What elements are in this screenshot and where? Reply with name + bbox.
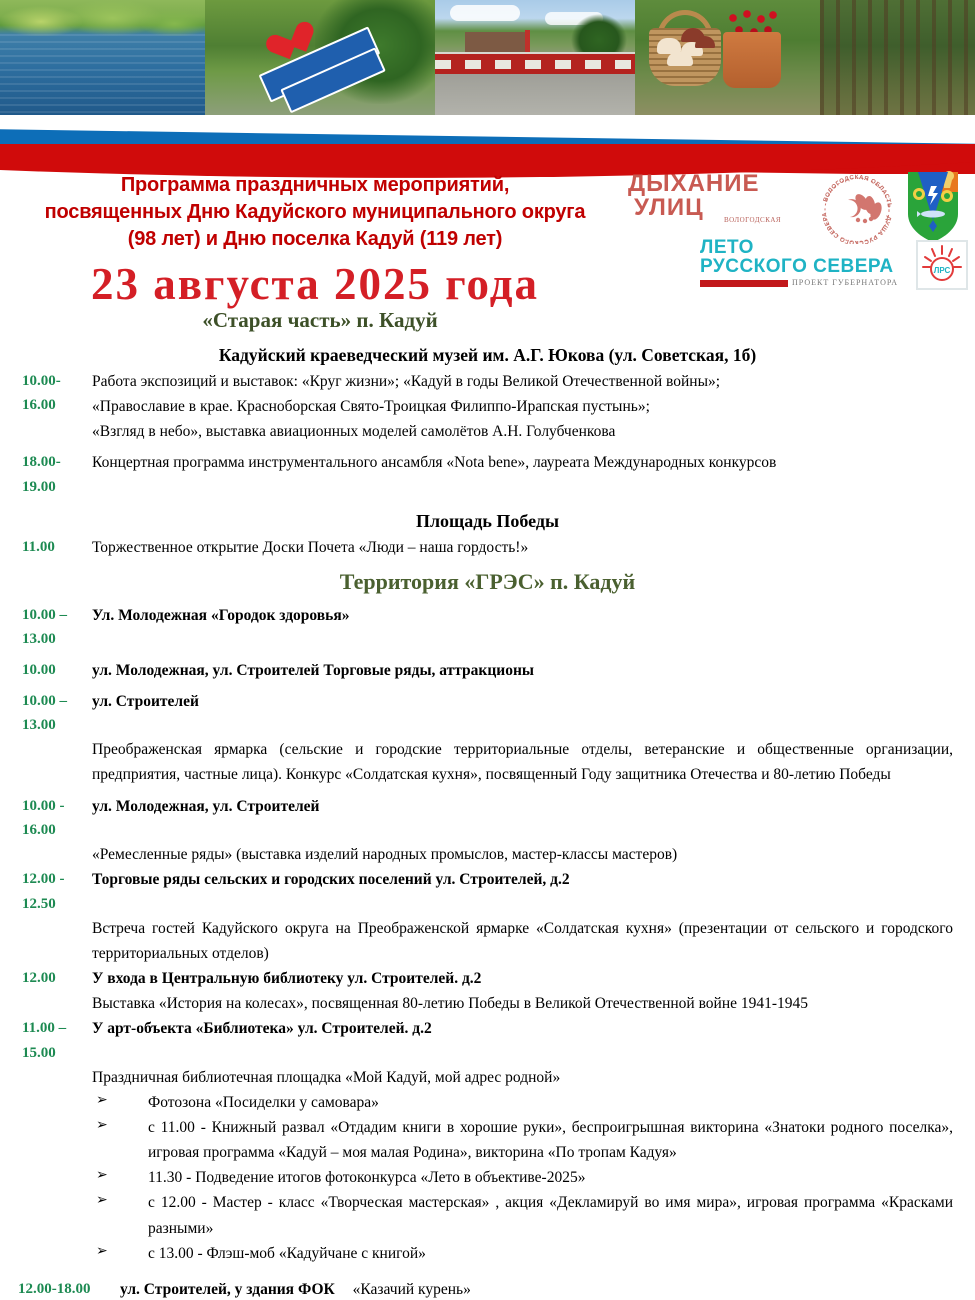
row-description bbox=[120, 1277, 975, 1300]
row-time-spacer bbox=[0, 842, 92, 866]
row-time: 11.00 bbox=[22, 538, 55, 555]
program-row bbox=[0, 1016, 975, 1065]
list-item-text: 11.30 - Подведение итогов фотоконкурса «Лето в объективе-2025» bbox=[148, 1169, 586, 1187]
list-item-text: с 13.00 - Флэш-моб «Кадуйчане с книгой» bbox=[148, 1244, 426, 1262]
arrow-bullet-icon: ➢ bbox=[96, 1092, 108, 1108]
program-row-detail bbox=[0, 737, 975, 787]
list-item-text: с 11.00 - Книжный развал «Отдадим книги в хорошие руки», беспроигрышная викторина «Знатоки родного поселка», игровая программа «Кадуй – моя малая Родина», викторина «По тропам Кадуя» bbox=[148, 1119, 953, 1162]
red-fence-street-photo bbox=[435, 0, 635, 115]
title-line-1: Программа праздничных мероприятий, bbox=[120, 174, 510, 196]
row-time: 12.00 - 12.50 bbox=[22, 871, 65, 912]
row-venue: ул. Молодежная, ул. Строителей bbox=[92, 797, 320, 815]
row-description: Праздничная библиотечная площадка «Мой Кадуй, мой адрес родной» bbox=[92, 1068, 561, 1086]
event-date: 23 августа 2025 года bbox=[90, 259, 539, 310]
poster-title-block bbox=[0, 172, 630, 309]
row-time-spacer bbox=[0, 991, 92, 1015]
header-photo-strip bbox=[0, 0, 975, 115]
kaduy-coat-of-arms-icon bbox=[906, 170, 960, 244]
row-description: Преображенская ярмарка (сельские и городские территориальные отделы, ветеранские и общественные организации, предприятия, частные лица). Конкурс «Солдатская кухня», посвященный Году защитника Отечества и 80-летию Победы bbox=[92, 741, 953, 784]
program-row bbox=[0, 794, 975, 843]
row-venue: Торговые ряды сельских и городских поселений ул. Строителей, д.2 bbox=[92, 871, 570, 889]
program-body bbox=[0, 344, 975, 1300]
row-description: Встреча гостей Кадуйского округа на Преображенской ярмарке «Солдатская кухня» (презентации от сельского и городского территориальных отделов) bbox=[92, 919, 953, 962]
row-time: 12.00 bbox=[22, 970, 56, 987]
program-row bbox=[0, 966, 975, 991]
row-time-spacer bbox=[0, 1065, 92, 1089]
row-time: 10.00 – 13.00 bbox=[22, 607, 67, 648]
list-item bbox=[0, 1241, 975, 1266]
row-venue: ул. Строителей bbox=[92, 692, 199, 710]
program-row bbox=[0, 450, 975, 499]
row-time-spacer bbox=[0, 737, 92, 761]
row-venue: У входа в Центральную библиотеку ул. Строителей. д.2 bbox=[92, 970, 482, 988]
program-row bbox=[0, 658, 975, 683]
row-line: Работа экспозиций и выставок: «Круг жизни»; «Кадуй в годы Великой Отечественной войны»; bbox=[92, 373, 721, 390]
program-row bbox=[0, 535, 975, 560]
section-heading-museum: Кадуйский краеведческий музей им. А.Г. Юкова (ул. Советская, 1б) bbox=[218, 345, 757, 365]
row-line: «Взгляд в небо», выставка авиационных моделей самолётов А.Н. Голубченкова bbox=[92, 423, 616, 441]
list-item bbox=[0, 1165, 975, 1190]
list-item-text: Фотозона «Посиделки у самовара» bbox=[148, 1093, 379, 1111]
section-heading-gres: Территория «ГРЭС» п. Кадуй bbox=[339, 569, 636, 595]
row-description bbox=[92, 369, 975, 444]
dyhanie-ulic-logo bbox=[628, 172, 808, 234]
section-heading-victory-square: Площадь Победы bbox=[415, 510, 560, 531]
svg-text:ВОЛОГОДСКАЯ ОБЛАСТЬ: ВОЛОГОДСКАЯ ОБЛАСТЬ bbox=[822, 173, 893, 209]
final-row-venue: ул. Строителей, у здания ФОК bbox=[120, 1280, 335, 1298]
dyhanie-ulic-line2: УЛИЦ bbox=[634, 194, 704, 221]
program-row-detail bbox=[0, 842, 975, 867]
vologda-soul-of-north-logo bbox=[818, 172, 896, 244]
program-row bbox=[0, 369, 975, 444]
row-venue: У арт-объекта «Библиотека» ул. Строителей. д.2 bbox=[92, 1020, 432, 1038]
arrow-bullet-icon: ➢ bbox=[96, 1168, 108, 1184]
program-row-detail bbox=[0, 916, 975, 966]
program-row-detail bbox=[0, 1065, 975, 1090]
row-description: «Ремесленные ряды» (выставка изделий народных промыслов, мастер-классы мастеров) bbox=[92, 846, 678, 864]
row-description: Концертная программа инструментального ансамбля «Nota bene», лауреата Международных конкурсов bbox=[92, 454, 777, 472]
row-time: 18.00- 19.00 bbox=[22, 454, 61, 495]
program-row-detail bbox=[0, 991, 975, 1016]
mushroom-basket-berries-photo bbox=[635, 0, 820, 115]
row-time: 10.00 bbox=[22, 661, 56, 678]
row-description: Ул. Молодежная «Городок здоровья» bbox=[92, 607, 350, 625]
row-time: 12.00-18.00 bbox=[18, 1280, 91, 1297]
logo-group bbox=[628, 168, 968, 293]
program-row bbox=[0, 867, 975, 916]
row-time-spacer bbox=[0, 916, 92, 940]
list-item-text: с 12.00 - Мастер - класс «Творческая мастерская» , акция «Декламируй во имя мира», игровая программа «Красками разными» bbox=[148, 1194, 953, 1237]
title-line-2: посвященных Дню Кадуйского муниципального округа bbox=[44, 200, 586, 223]
row-bold-venue: ул. Молодежная, ул. Строителей Торговые ряды, аттракционы bbox=[92, 661, 534, 679]
summer-logo-line2: РУССКОГО СЕВЕРА bbox=[700, 256, 894, 277]
row-description: Торжественное открытие Доски Почета «Люди – наша гордость!» bbox=[92, 538, 529, 556]
summer-logo-line3: ПРОЕКТ ГУБЕРНАТОРА bbox=[700, 278, 968, 287]
arrow-bullet-icon: ➢ bbox=[96, 1118, 108, 1134]
list-item bbox=[0, 1090, 975, 1115]
venue-old-part: «Старая часть» п. Кадуй bbox=[202, 308, 438, 332]
title-line-3: (98 лет) и Дню поселка Кадуй (119 лет) bbox=[127, 227, 503, 250]
row-time: 11.00 – 15.00 bbox=[22, 1020, 67, 1061]
program-row-final bbox=[0, 1277, 975, 1300]
program-row bbox=[0, 603, 975, 652]
summer-logo-bar bbox=[700, 280, 788, 287]
row-description: Выставка «История на колесах», посвященная 80-летию Победы в Великой Отечественной войне 1941-1945 bbox=[92, 995, 809, 1013]
row-line: «Православие в крае. Красноборская Свято-Троицкая Филиппо-Ирапская пустынь»; bbox=[92, 398, 650, 416]
program-row bbox=[0, 689, 975, 738]
dyhanie-ulic-line1: ДЫХАНИЕ bbox=[628, 170, 760, 197]
list-item bbox=[0, 1115, 975, 1165]
arrow-bullet-icon: ➢ bbox=[96, 1193, 108, 1209]
sun-icon bbox=[916, 240, 968, 290]
arrow-bullet-icon: ➢ bbox=[96, 1243, 108, 1259]
i-love-kaduy-sign-photo bbox=[205, 0, 435, 115]
svg-text:ДУША РУССКОГО СЕВЕРА: ДУША РУССКОГО СЕВЕРА bbox=[821, 211, 893, 244]
row-time: 10.00 - 16.00 bbox=[22, 797, 65, 838]
row-time: 10.00- 16.00 bbox=[22, 373, 61, 414]
list-item bbox=[0, 1190, 975, 1240]
forest-photo bbox=[820, 0, 975, 115]
summer-logo-line1: ЛЕТО bbox=[700, 237, 754, 258]
river-landscape-photo bbox=[0, 0, 205, 115]
dyhanie-ulic-sub: ВОЛОГОДСКАЯ bbox=[724, 216, 782, 224]
svg-text:ЛРС: ЛРС bbox=[933, 266, 951, 275]
leto-russkogo-severa-logo bbox=[700, 238, 968, 292]
row-time: 10.00 – 13.00 bbox=[22, 692, 67, 734]
final-row-text: «Казачий курень» bbox=[352, 1280, 471, 1298]
row-description bbox=[92, 658, 975, 683]
